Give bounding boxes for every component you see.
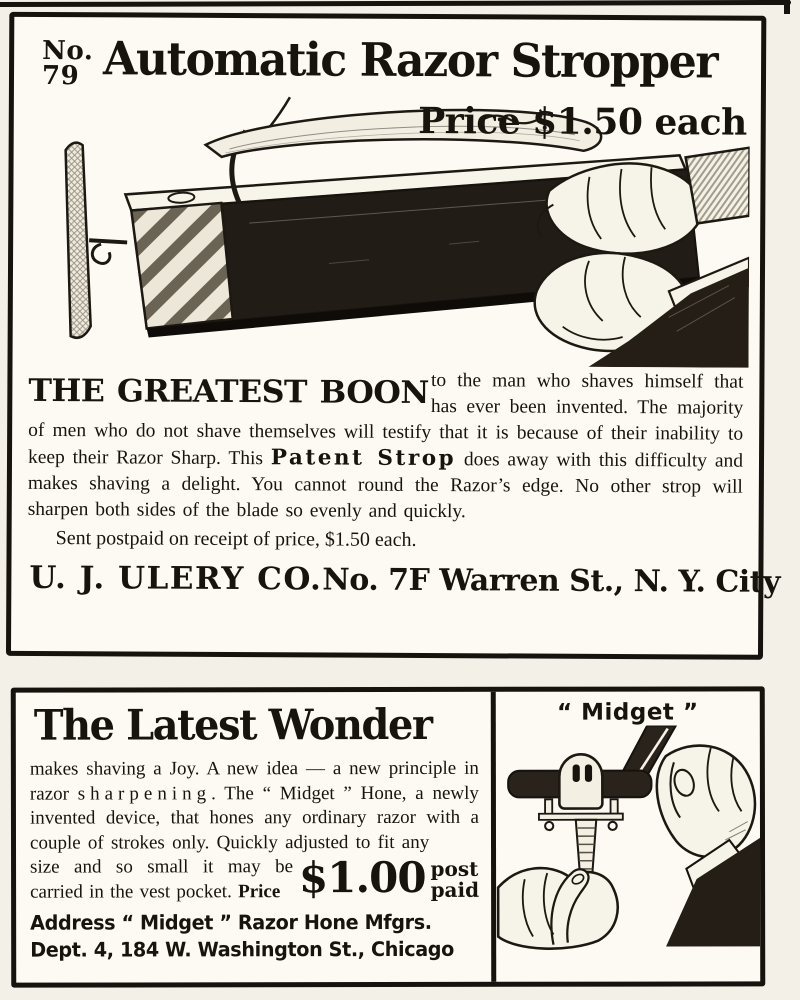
ad1-paragraph-part1: to the man who shaves himself that has ever been invented. The majority of men who do not shave themselves will testify that it is because of their inability to keep their Razor Sharp. This xyxy=(27,370,744,470)
company-address: No. 7F Warren St., N. Y. City xyxy=(322,562,781,601)
ad1-footer xyxy=(27,560,781,601)
ad2-text-panel xyxy=(16,692,492,983)
stropper-illustration-area xyxy=(29,92,745,368)
sleeve xyxy=(666,838,760,947)
ad1-body-text xyxy=(28,366,744,527)
ad2-paragraph-part1: makes shaving a Joy. A new idea — a new principle in razor xyxy=(29,757,479,805)
midget-label: “ Midget ” xyxy=(556,699,699,726)
razor-stropper-ad xyxy=(6,12,781,660)
ad2-body-text xyxy=(30,757,479,856)
catalog-number xyxy=(30,33,97,89)
ad1-price: Price $1.50 each xyxy=(418,100,747,145)
postpaid-line2: paid xyxy=(430,877,480,902)
ad1-paragraph-part2: does away with this difficulty and makes shaving a delight. You cannot round the Razor’s edge. No other strop will sharpen both sides of the blade so evenly and quickly. xyxy=(27,449,744,523)
sharpening-spaced-word: sharpening xyxy=(77,782,212,805)
ad2-headline: The Latest Wonder xyxy=(33,699,432,750)
ad2-price-lead-text: size and so small it may be carried in the vest pocket. xyxy=(30,856,294,903)
postpaid-line: Sent postpaid on receipt of price, $1.50 each. xyxy=(55,527,417,552)
company-name: U. J. ULERY CO. xyxy=(29,560,323,598)
ad2-paragraph-part2: . The “ Midget ” Hone, a newly invented device, that hones any ordinary razor with a couple of strokes only. Quickly adjusted to fit any xyxy=(29,782,479,854)
catalog-number-label: No. xyxy=(42,35,94,67)
ad1-title: Automatic Razor Stropper xyxy=(103,31,718,89)
price-word: Price xyxy=(238,880,281,902)
postpaid-line1: post xyxy=(430,856,479,881)
patent-strop-bold: Patent Strop xyxy=(270,445,457,472)
ad2-price-row xyxy=(30,852,480,905)
boon-heading: THE GREATEST BOON xyxy=(28,373,429,412)
right-hand xyxy=(657,745,755,857)
catalog-number-value: 79 xyxy=(41,60,80,91)
ad2-price-amount: $1.00 xyxy=(298,852,426,903)
hone-illustration xyxy=(496,725,760,977)
previous-ad-border-remnant xyxy=(0,0,791,7)
ad2-price-lead xyxy=(30,855,293,904)
ad2-illustration-panel xyxy=(496,691,761,981)
ad2-address-line1: Address “ Midget ” Razor Hone Mfgrs. xyxy=(30,909,432,935)
previous-ad-corner-remnant xyxy=(784,0,790,14)
midget-hone-ad xyxy=(11,686,766,987)
wall-hanger-paddle xyxy=(65,143,128,339)
ad2-address-line2: Dept. 4, 184 W. Washington St., Chicago xyxy=(30,936,454,962)
left-hand xyxy=(498,868,618,949)
ad1-header xyxy=(30,33,745,92)
postpaid-stack xyxy=(431,855,480,901)
